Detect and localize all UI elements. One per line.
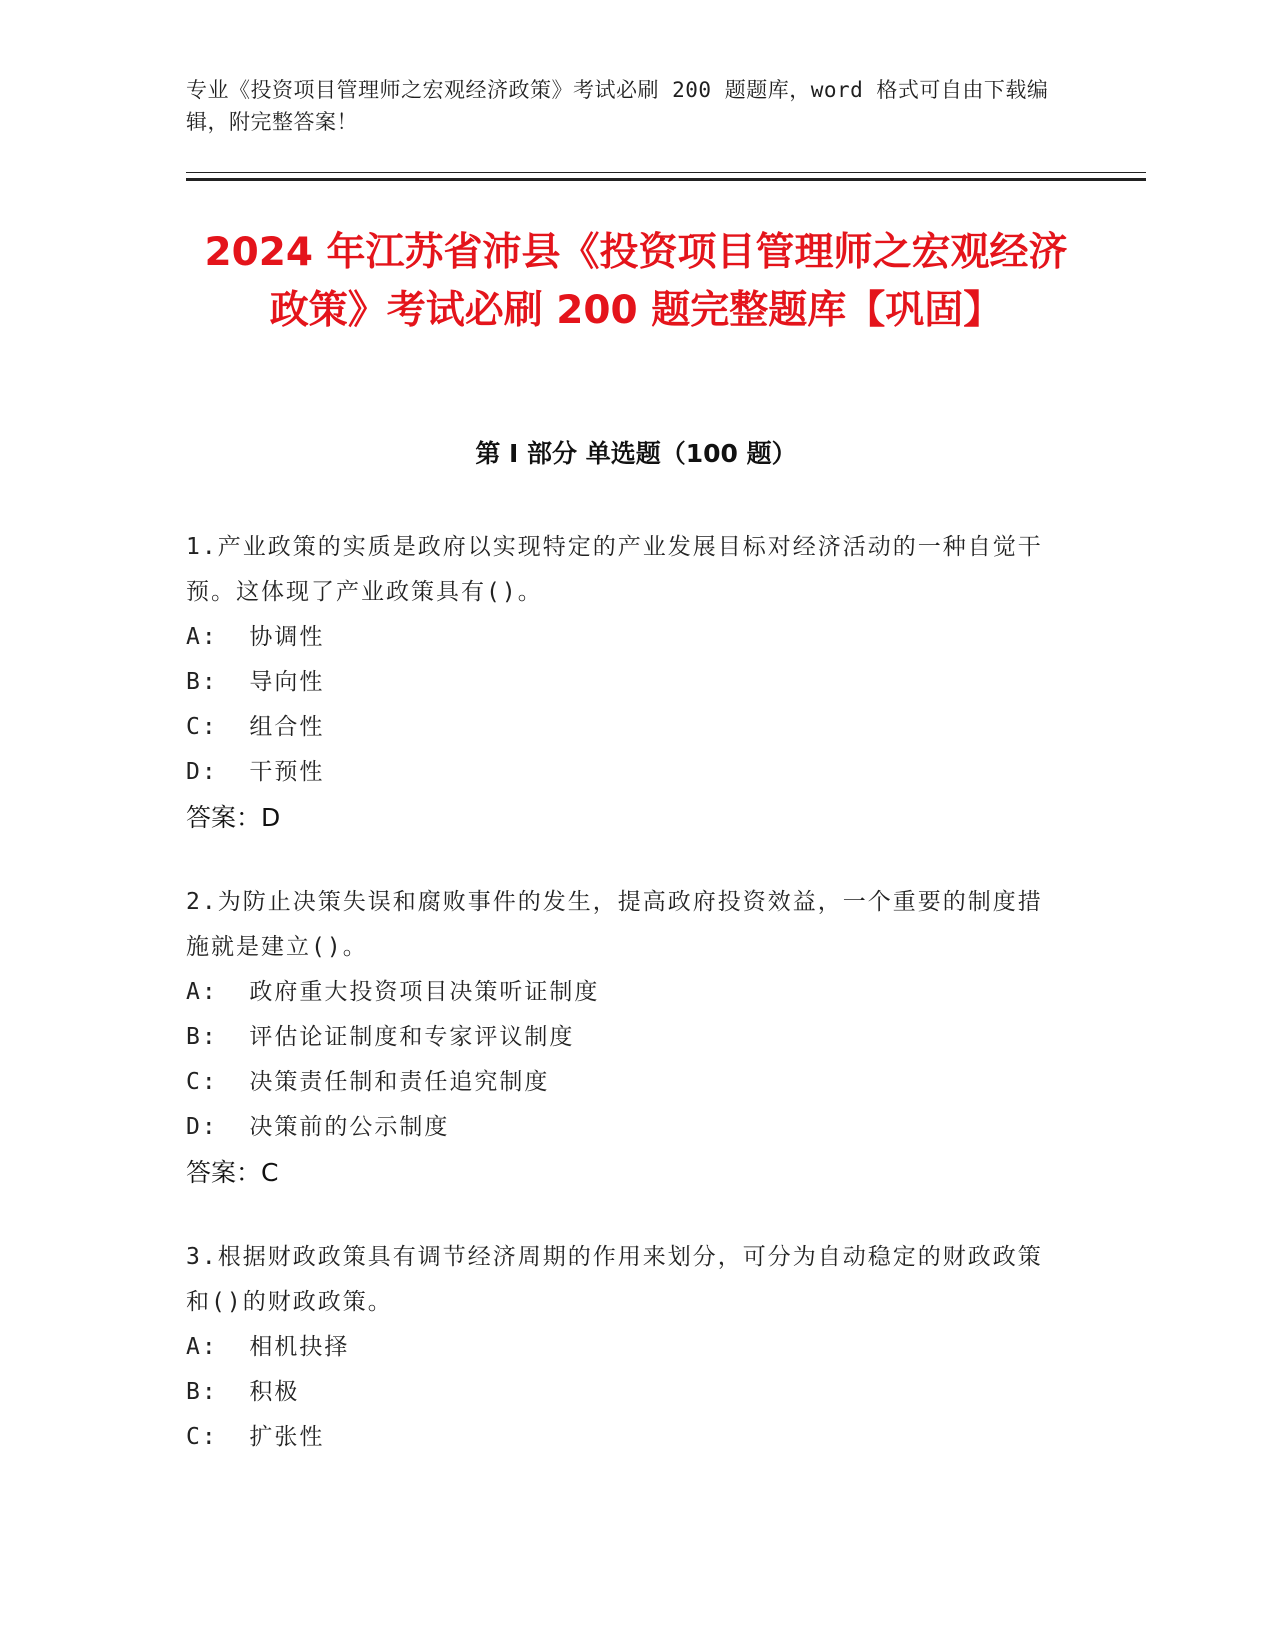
question-option-a: A: 政府重大投资项目决策听证制度 xyxy=(186,979,600,1005)
question-option-b: B: 评估论证制度和专家评议制度 xyxy=(186,1024,575,1050)
question-stem: 3.根据财政政策具有调节经济周期的作用来划分，可分为自动稳定的财政政策和()的财政政策。 xyxy=(186,1244,1043,1315)
header-divider-thick xyxy=(186,178,1146,181)
header-divider-thin xyxy=(186,172,1146,173)
question-option-a: A: 协调性 xyxy=(186,624,325,650)
question-option-b: B: 积极 xyxy=(186,1379,300,1405)
question-option-a: A: 相机抉择 xyxy=(186,1334,350,1360)
question-item xyxy=(186,1235,1066,1460)
section-title: 第 I 部分 单选题（100 题） xyxy=(475,439,797,468)
question-item xyxy=(186,880,1066,1195)
document-title: 2024 年江苏省沛县《投资项目管理师之宏观经济政策》考试必刷 200 题完整题库【巩固】 xyxy=(204,230,1068,333)
header-note: 专业《投资项目管理师之宏观经济政策》考试必刷 200 题题库，word 格式可自由下载编辑，附完整答案！ xyxy=(186,78,1049,134)
question-option-d: D: 决策前的公示制度 xyxy=(186,1114,450,1140)
question-option-c: C: 组合性 xyxy=(186,714,325,740)
question-list xyxy=(186,525,1066,1500)
question-option-c: C: 扩张性 xyxy=(186,1424,325,1450)
question-stem: 2.为防止决策失误和腐败事件的发生，提高政府投资效益，一个重要的制度措施就是建立()。 xyxy=(186,889,1043,960)
question-option-b: B: 导向性 xyxy=(186,669,325,695)
question-option-c: C: 决策责任制和责任追究制度 xyxy=(186,1069,550,1095)
question-answer: 答案：C xyxy=(186,1158,279,1187)
question-answer: 答案：D xyxy=(186,803,281,832)
question-stem: 1.产业政策的实质是政府以实现特定的产业发展目标对经济活动的一种自觉干预。这体现了产业政策具有()。 xyxy=(186,534,1043,605)
question-item xyxy=(186,525,1066,840)
question-option-d: D: 干预性 xyxy=(186,759,325,785)
